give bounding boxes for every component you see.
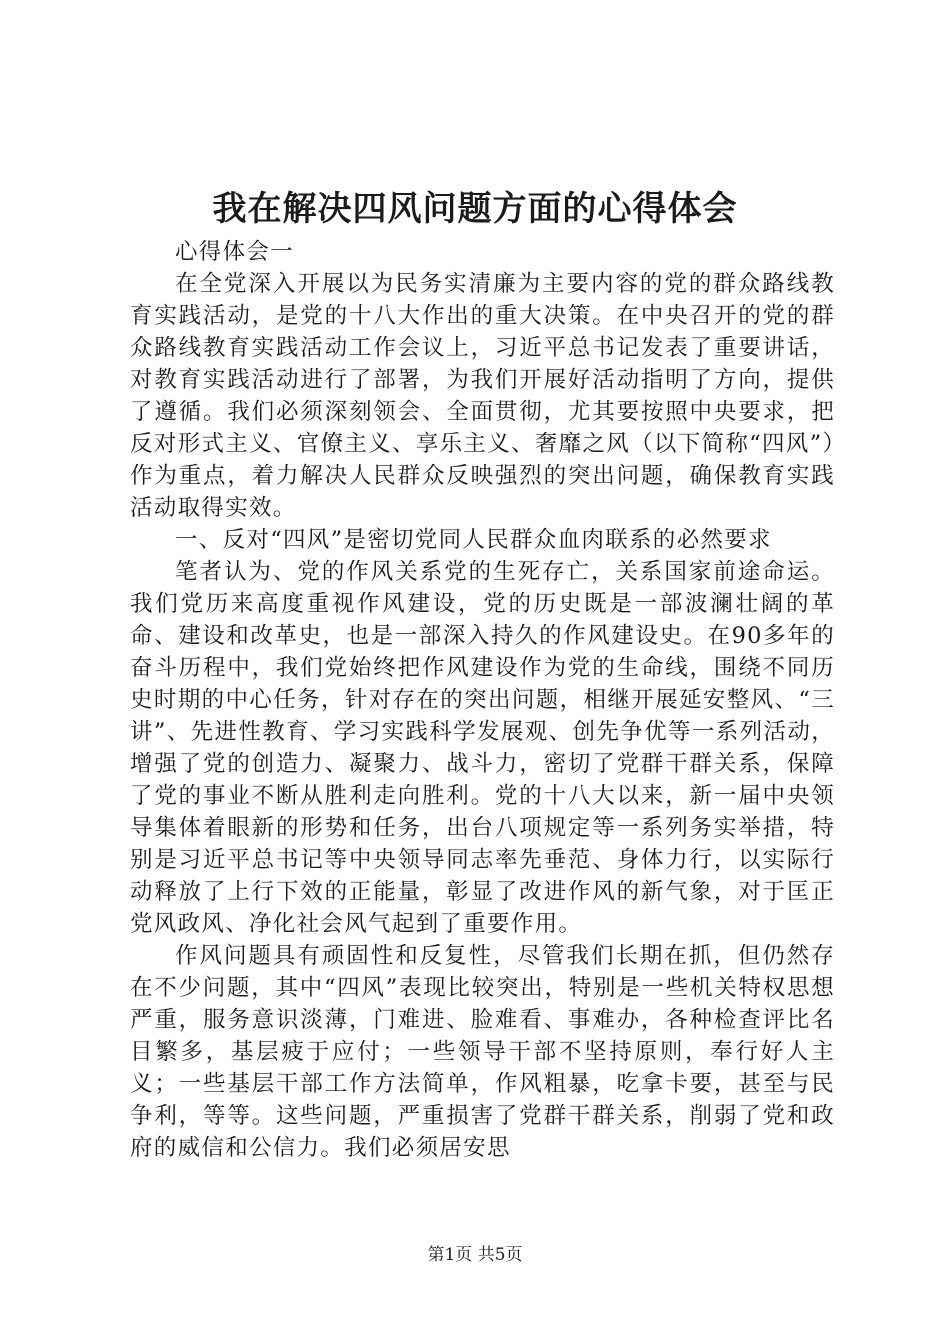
paragraph: 作风问题具有顽固性和反复性，尽管我们长期在抓，但仍然存在不少问题，其中“四风”表现比较突出，特别是一些机关特权思想严重，服务意识淡薄，门难进、脸难看、事难办，各种检查评比名目繁多，基层疲于应付；一些领导干部不坚持原则，奉行好人主义；一些基层干部工作方法简单，作风粗暴，吃拿卡要，甚至与民争利，等等。这些问题，严重损害了党群干群关系，削弱了党和政府的威信和公信力。我们必须居安思 xyxy=(130,943,835,1161)
paragraph: 在全党深入开展以为民务实清廉为主要内容的党的群众路线教育实践活动，是党的十八大作出的重大决策。在中央召开的党的群众路线教育实践活动工作会议上，习近平总书记发表了重要讲话，对教育实践活动进行了部署，为我们开展好活动指明了方向，提供了遵循。我们必须深刻领会、全面贯彻，尤其要按照中央要求，把反对形式主义、官僚主义、享乐主义、奢靡之风（以下简称“四风”）作为重点，着力解决人民群众反映强烈的突出问题，确保教育实践活动取得实效。 xyxy=(130,271,835,521)
paragraph: 笔者认为、党的作风关系党的生死存亡，关系国家前途命运。我们党历来高度重视作风建设，党的历史既是一部波澜壮阔的革命、建设和改革史，也是一部深入持久的作风建设史。在90多年的奋斗历程中，我们党始终把作风建设作为党的生命线，围绕不同历史时期的中心任务，针对存在的突出问题，相继开展延安整风、“三讲”、先进性教育、学习实践科学发展观、创先争优等一系列活动，增强了党的创造力、凝聚力、战斗力，密切了党群干群关系，保障了党的事业不断从胜利走向胜利。党的十八大以来，新一届中央领导集体着眼新的形势和任务，出台八项规定等一系列务实举措，特别是习近平总书记等中央领导同志率先垂范、身体力行，以实际行动释放了上行下效的正能量，彰显了改进作风的新气象，对于匡正党风政风、净化社会风气起到了重要作用。 xyxy=(130,559,835,937)
section-heading: 一、反对“四风”是密切党同人民群众血肉联系的必然要求 xyxy=(175,527,772,553)
document-body xyxy=(130,236,835,1164)
document-title: 我在解决四风问题方面的心得体会 xyxy=(212,189,738,229)
paragraph-heading-1: 心得体会一 xyxy=(175,239,295,265)
page-footer: 第1页 共5页 xyxy=(427,1245,523,1265)
